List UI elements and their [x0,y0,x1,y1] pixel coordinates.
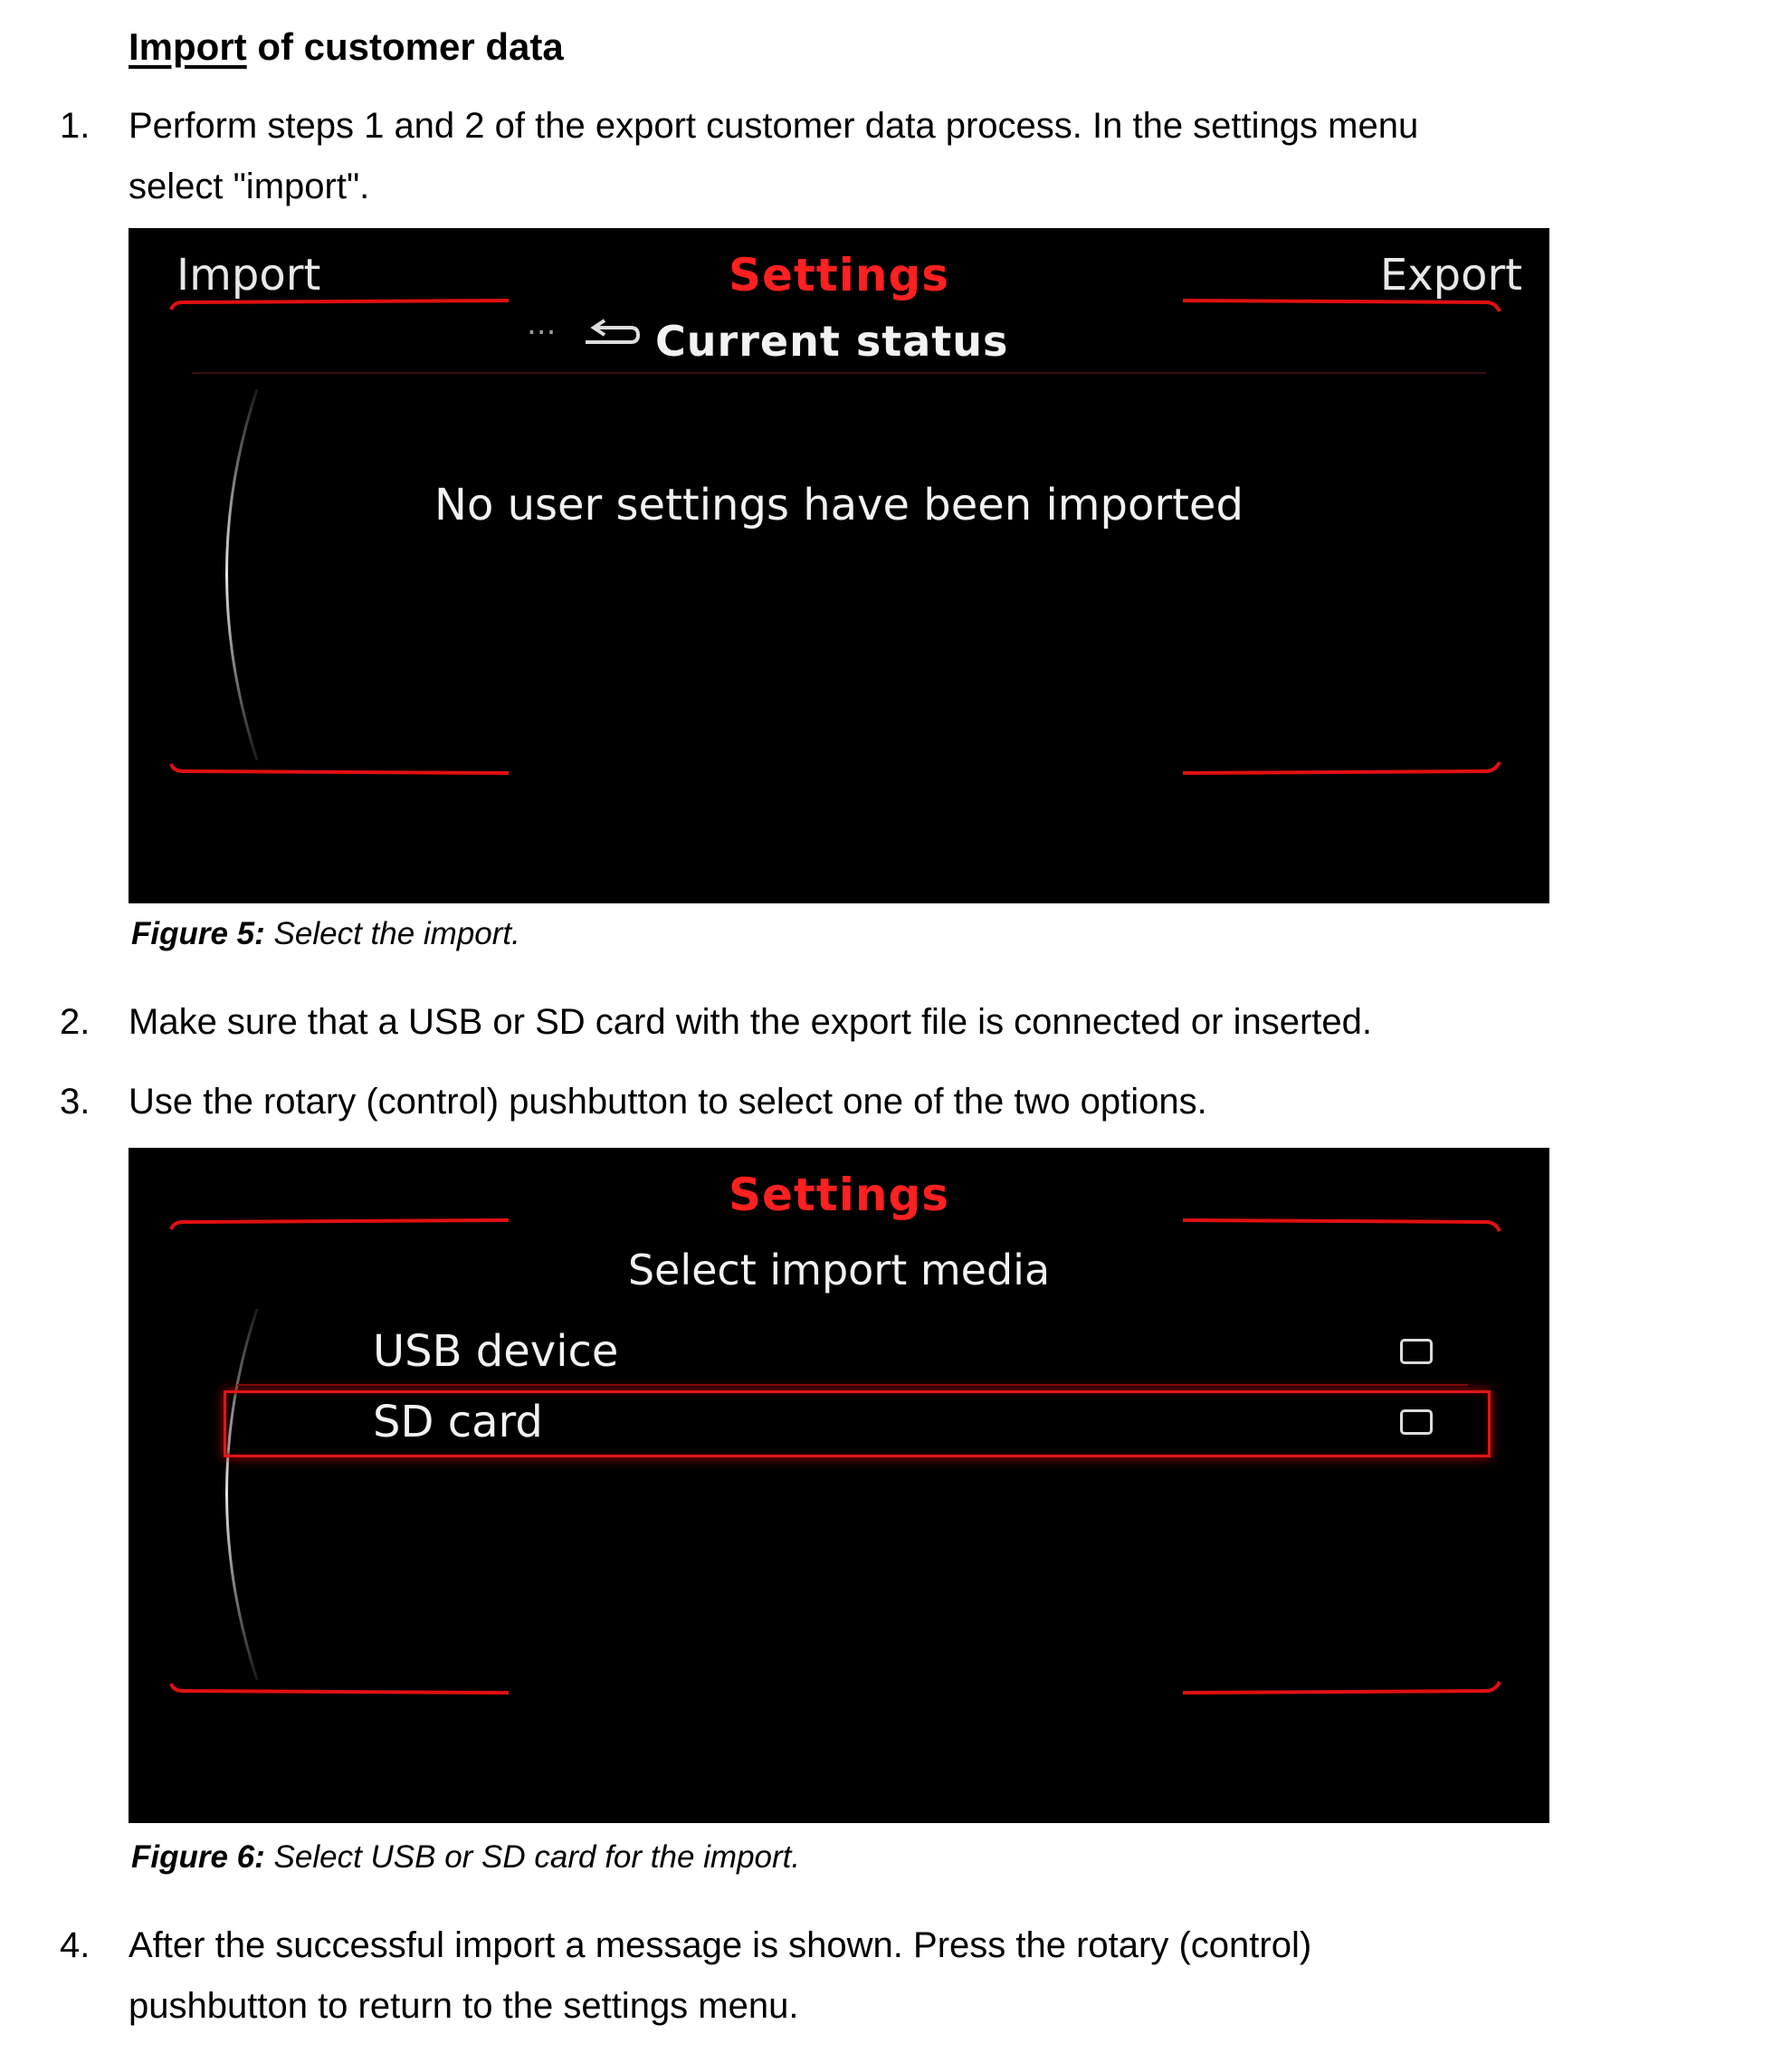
step-text-line: Make sure that a USB or SD card with the export file is connected or inserted. [129,1002,1372,1042]
scroll-arc [227,1309,258,1680]
step-text-line: select "import". [129,167,370,206]
scroll-arc [227,389,258,760]
screen-subtitle: Select import media [627,1246,1051,1294]
usb-device-checkbox[interactable] [1400,1339,1433,1364]
sd-card-checkbox[interactable] [1400,1409,1433,1435]
figure-5-screen [129,228,1549,903]
return-arrow-icon [586,320,638,342]
section-heading [129,24,564,71]
screen-title: Settings [728,1169,949,1221]
tab-export[interactable]: Export [1379,250,1522,301]
step-text-line: After the successful import a message is shown. Press the rotary (control) [129,1925,1312,1965]
step-text-line: pushbutton to return to the settings menu. [129,1986,799,2026]
breadcrumb-dots: ... [527,306,557,342]
step-text-line: Use the rotary (control) pushbutton to select one of the two options. [129,1082,1207,1122]
caption-label: Figure 5: [131,916,265,951]
tab-import[interactable]: Import [176,250,321,301]
step-number: 2. [60,1002,91,1042]
option-label: USB device [373,1326,619,1377]
step-number: 3. [60,1082,91,1122]
breadcrumb-current-status[interactable]: Current status [655,317,1009,366]
accent-line-bottom-right [1183,1682,1500,1693]
caption-text: Select the import. [264,916,520,951]
step-number: 1. [60,106,91,146]
figure-5-caption [131,914,520,954]
heading-rest: of customer data [246,25,564,68]
step-text-line: Perform steps 1 and 2 of the export customer data process. In the settings menu [129,106,1419,146]
caption-label: Figure 6: [131,1839,265,1875]
accent-line-bottom-left [171,1684,509,1693]
option-label: SD card [373,1397,543,1447]
accent-line-bottom-left [171,764,509,773]
figure-6-caption [131,1838,800,1877]
figure-6-screen [129,1148,1549,1823]
step-number: 4. [60,1925,91,1965]
caption-text: Select USB or SD card for the import. [264,1839,801,1875]
screen-title: Settings [728,249,949,301]
accent-line-bottom-right [1183,762,1500,773]
status-message: No user settings have been imported [434,480,1244,530]
heading-underlined-word: Import [129,25,247,68]
